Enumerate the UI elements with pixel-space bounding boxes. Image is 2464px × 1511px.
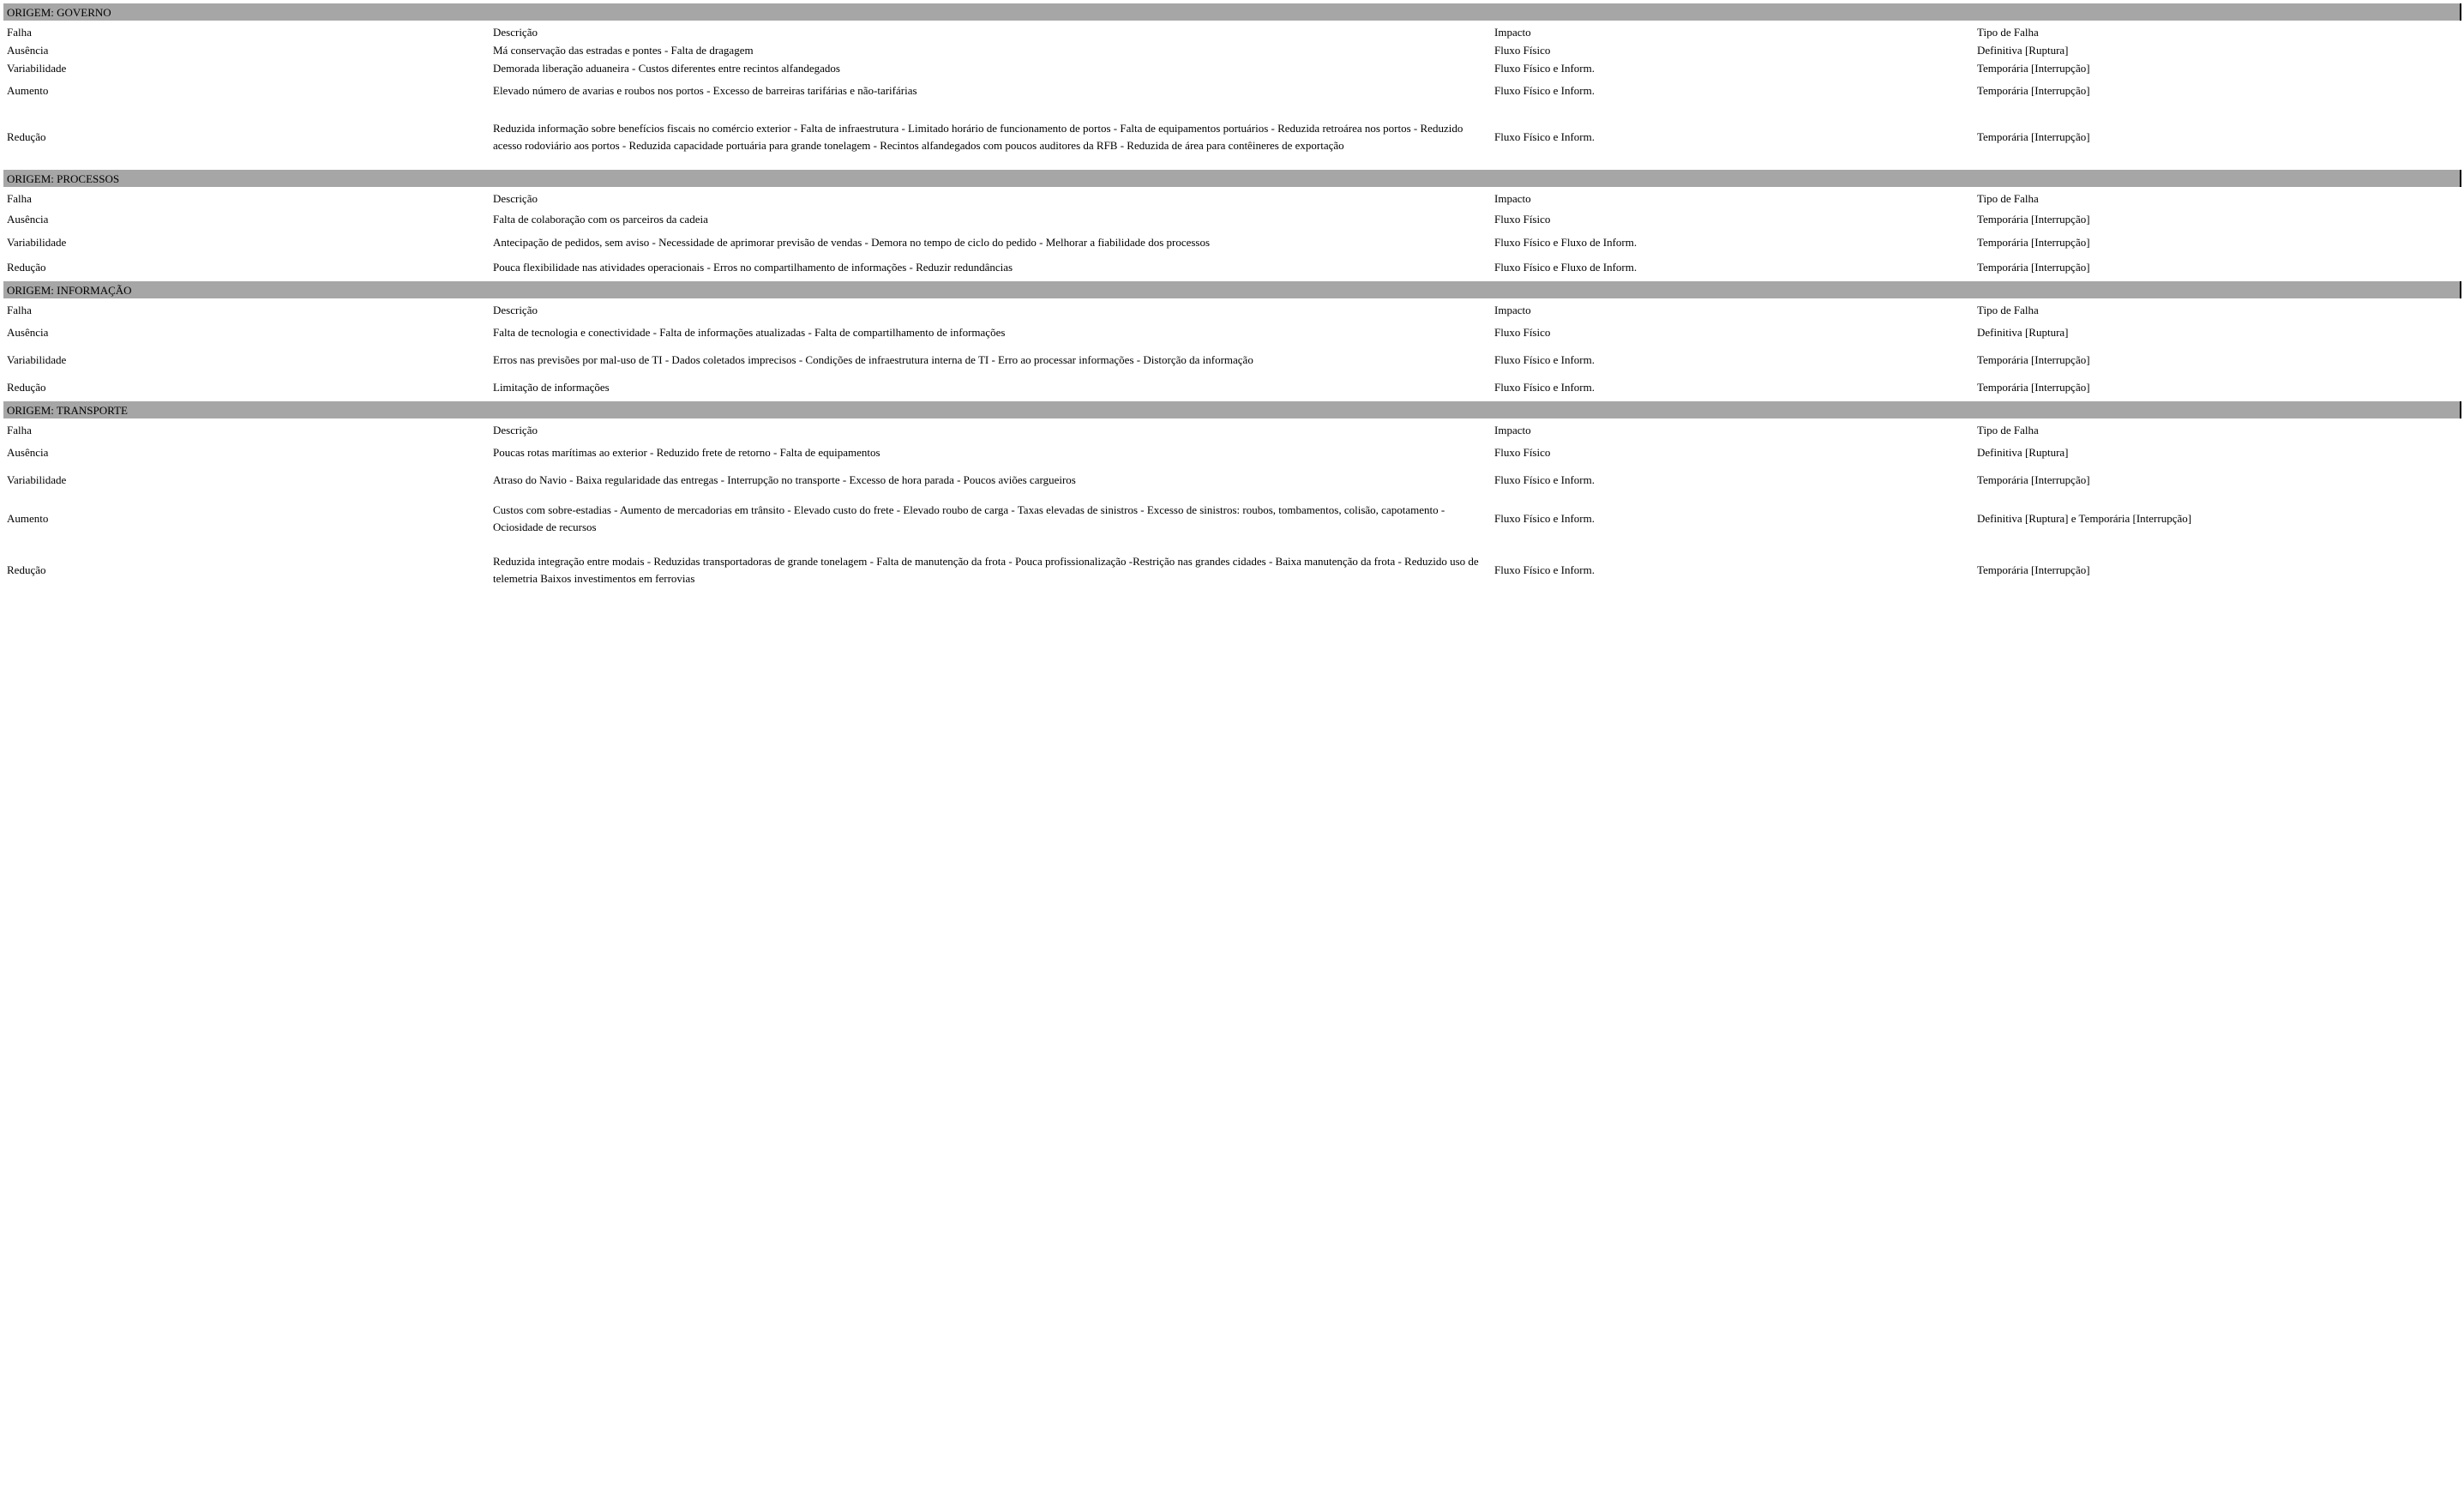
section-header <box>3 170 2461 187</box>
table-row <box>3 439 2461 467</box>
tipo-cell: Temporária [Interrupção] <box>1977 473 2090 486</box>
failure-tables <box>3 3 2461 597</box>
column-header-tipo: Tipo de Falha <box>1977 303 2039 316</box>
column-header-tipo: Tipo de Falha <box>1977 191 2039 205</box>
section-table-governo <box>3 3 2461 170</box>
falha-cell: Aumento <box>7 512 49 525</box>
tipo-cell: Definitiva [Ruptura] <box>1977 446 2069 459</box>
descricao-cell: Elevado número de avarias e roubos nos portos - Excesso de barreiras tarifárias e não-tarifárias <box>493 84 917 97</box>
impacto-cell: Fluxo Físico e Fluxo de Inform. <box>1494 235 1638 249</box>
section-title: ORIGEM: TRANSPORTE <box>3 401 2461 418</box>
table-row <box>3 77 2461 105</box>
descricao-cell: Má conservação das estradas e pontes - Falta de dragagem <box>493 43 754 57</box>
descricao-cell: Antecipação de pedidos, sem aviso - Necessidade de aprimorar previsão de vendas - Demora no tempo de ciclo do pedido - Melhorar a fiabilidade dos processos <box>493 235 1211 249</box>
descricao-cell: Pouca flexibilidade nas atividades operacionais - Erros no compartilhamento de informações - Reduzir redundâncias <box>493 261 1013 274</box>
column-header-tipo: Tipo de Falha <box>1977 423 2039 436</box>
column-header-impacto: Impacto <box>1494 191 1531 205</box>
tipo-cell: Temporária [Interrupção] <box>1977 261 2090 274</box>
impacto-cell: Fluxo Físico e Inform. <box>1494 84 1595 97</box>
column-header-impacto: Impacto <box>1494 423 1531 436</box>
falha-cell: Aumento <box>7 84 49 97</box>
impacto-cell: Fluxo Físico e Inform. <box>1494 512 1595 525</box>
tipo-cell: Temporária [Interrupção] <box>1977 353 2090 366</box>
impacto-cell: Fluxo Físico <box>1494 446 1551 459</box>
column-header-row <box>3 418 2461 439</box>
section-title: ORIGEM: INFORMAÇÃO <box>3 281 2461 298</box>
falha-cell: Variabilidade <box>7 353 67 366</box>
column-header-falha: Falha <box>7 25 32 39</box>
column-header-row <box>3 187 2461 208</box>
table-row <box>3 494 2461 544</box>
descricao-cell: Limitação de informações <box>493 381 610 394</box>
tipo-cell: Temporária [Interrupção] <box>1977 563 2090 576</box>
tipo-cell: Temporária [Interrupção] <box>1977 235 2090 249</box>
tipo-cell: Definitiva [Ruptura] <box>1977 43 2069 57</box>
falha-cell: Ausência <box>7 446 49 459</box>
column-header-tipo: Tipo de Falha <box>1977 25 2039 39</box>
column-header-impacto: Impacto <box>1494 25 1531 39</box>
column-header-falha: Falha <box>7 191 32 205</box>
table-row <box>3 231 2461 254</box>
falha-cell: Redução <box>7 381 46 394</box>
table-row <box>3 105 2461 170</box>
table-row <box>3 319 2461 346</box>
tipo-cell: Definitiva [Ruptura] <box>1977 326 2069 339</box>
falha-cell: Redução <box>7 563 46 576</box>
impacto-cell: Fluxo Físico e Inform. <box>1494 473 1595 486</box>
tipo-cell: Temporária [Interrupção] <box>1977 381 2090 394</box>
impacto-cell: Fluxo Físico e Inform. <box>1494 381 1595 394</box>
section-title: ORIGEM: GOVERNO <box>3 3 2461 21</box>
descricao-cell: Reduzida integração entre modais - Reduzidas transportadoras de grande tonelagem - Falta de manutenção da frota - Pouca profissionalização -Restrição nas grandes cidades - Baixa manutenção da frota - Reduzido uso de telemetria Baixos investimentos em ferrovias <box>493 555 1479 585</box>
falha-cell: Ausência <box>7 326 49 339</box>
table-row <box>3 59 2461 77</box>
table-row <box>3 544 2461 597</box>
table-row <box>3 208 2461 231</box>
tipo-cell: Temporária [Interrupção] <box>1977 212 2090 226</box>
section-table-processos <box>3 170 2461 281</box>
tipo-cell: Definitiva [Ruptura] e Temporária [Interrupção] <box>1977 512 2192 525</box>
section-table-informacao <box>3 281 2461 401</box>
falha-cell: Variabilidade <box>7 61 67 75</box>
falha-cell: Redução <box>7 130 46 143</box>
descricao-cell: Falta de colaboração com os parceiros da cadeia <box>493 212 708 226</box>
falha-cell: Ausência <box>7 43 49 57</box>
column-header-descricao: Descrição <box>493 303 538 316</box>
falha-cell: Ausência <box>7 212 49 226</box>
impacto-cell: Fluxo Físico e Fluxo de Inform. <box>1494 261 1638 274</box>
descricao-cell: Custos com sobre-estadias - Aumento de mercadorias em trânsito - Elevado custo do frete - Elevado roubo de carga - Taxas elevadas de sinistros - Excesso de sinistros: roubos, tombamentos, colisão, capotamento - Ociosidade de recursos <box>493 503 1445 533</box>
descricao-cell: Poucas rotas marítimas ao exterior - Reduzido frete de retorno - Falta de equipamentos <box>493 446 880 459</box>
column-header-descricao: Descrição <box>493 191 538 205</box>
table-row <box>3 467 2461 494</box>
impacto-cell: Fluxo Físico e Inform. <box>1494 130 1595 143</box>
column-header-descricao: Descrição <box>493 423 538 436</box>
impacto-cell: Fluxo Físico e Inform. <box>1494 353 1595 366</box>
column-header-row <box>3 298 2461 319</box>
falha-cell: Redução <box>7 261 46 274</box>
tipo-cell: Temporária [Interrupção] <box>1977 84 2090 97</box>
column-header-falha: Falha <box>7 303 32 316</box>
impacto-cell: Fluxo Físico <box>1494 43 1551 57</box>
impacto-cell: Fluxo Físico <box>1494 326 1551 339</box>
descricao-cell: Atraso do Navio - Baixa regularidade das entregas - Interrupção no transporte - Excesso de hora parada - Poucos aviões cargueiros <box>493 473 1076 486</box>
table-row <box>3 254 2461 281</box>
column-header-descricao: Descrição <box>493 25 538 39</box>
column-header-row <box>3 21 2461 41</box>
section-header <box>3 401 2461 418</box>
column-header-falha: Falha <box>7 423 32 436</box>
impacto-cell: Fluxo Físico e Inform. <box>1494 563 1595 576</box>
descricao-cell: Falta de tecnologia e conectividade - Falta de informações atualizadas - Falta de compartilhamento de informações <box>493 326 1006 339</box>
descricao-cell: Erros nas previsões por mal-uso de TI - Dados coletados imprecisos - Condições de infraestrutura interna de TI - Erro ao processar informações - Distorção da informação <box>493 353 1253 366</box>
table-row <box>3 41 2461 59</box>
descricao-cell: Demorada liberação aduaneira - Custos diferentes entre recintos alfandegados <box>493 61 840 75</box>
section-header <box>3 3 2461 21</box>
column-header-impacto: Impacto <box>1494 303 1531 316</box>
tipo-cell: Temporária [Interrupção] <box>1977 130 2090 143</box>
section-table-transporte <box>3 401 2461 597</box>
falha-cell: Variabilidade <box>7 235 67 249</box>
descricao-cell: Reduzida informação sobre benefícios fiscais no comércio exterior - Falta de infraestrutura - Limitado horário de funcionamento de portos - Falta de equipamentos portuários - Reduzida retroárea nos portos - Reduzido acesso rodoviário aos portos - Reduzida capacidade portuária para grande tonelagem - Recintos alfandegados com poucos auditores da RFB - Reduzida de área para contêineres de exportação <box>493 122 1463 152</box>
falha-cell: Variabilidade <box>7 473 67 486</box>
section-title: ORIGEM: PROCESSOS <box>3 170 2461 187</box>
impacto-cell: Fluxo Físico <box>1494 212 1551 226</box>
table-row <box>3 346 2461 374</box>
section-header <box>3 281 2461 298</box>
table-row <box>3 374 2461 401</box>
impacto-cell: Fluxo Físico e Inform. <box>1494 61 1595 75</box>
tipo-cell: Temporária [Interrupção] <box>1977 61 2090 75</box>
